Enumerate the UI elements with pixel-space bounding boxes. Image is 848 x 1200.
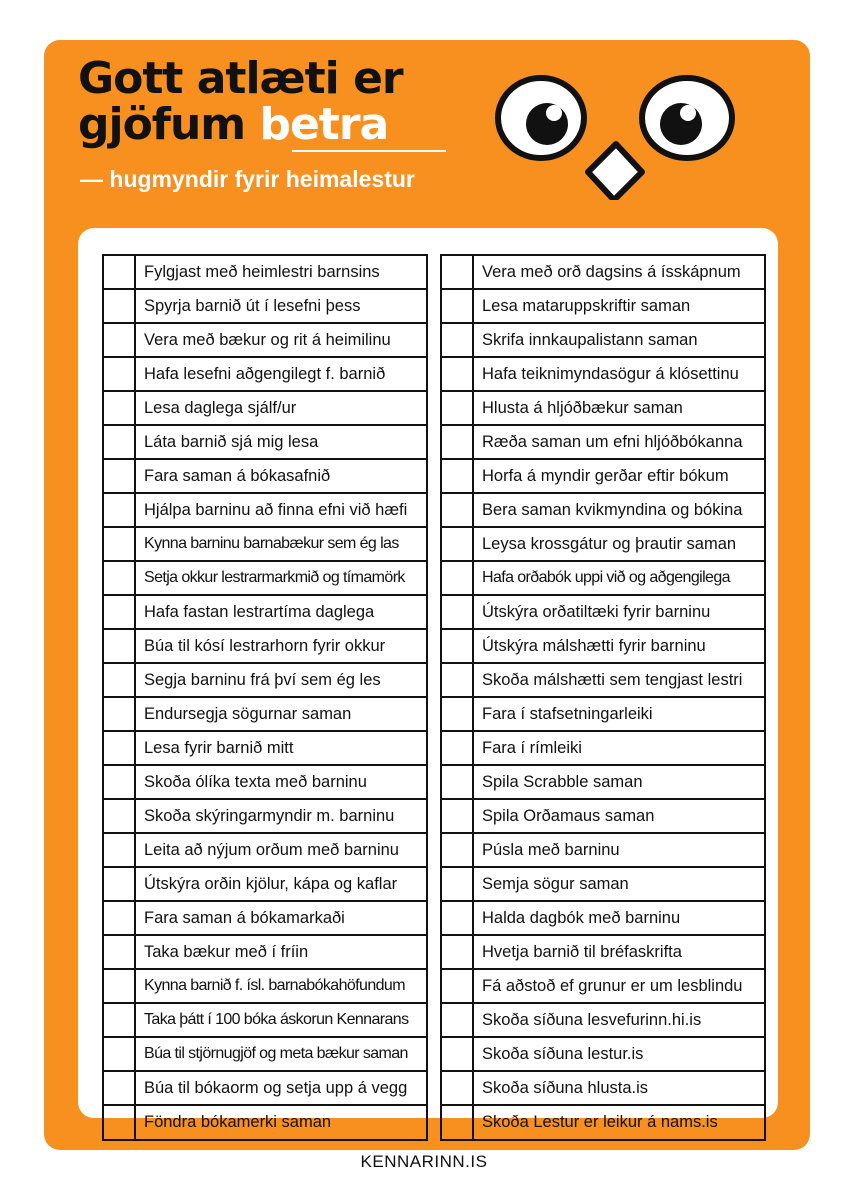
checkbox[interactable]	[104, 358, 136, 390]
list-item[interactable]	[442, 562, 764, 596]
item-label: Vera með orð dagsins á ísskápnum	[482, 262, 741, 281]
list-item[interactable]	[442, 1004, 764, 1038]
item-label: Leita að nýjum orðum með barninu	[144, 840, 399, 859]
list-item[interactable]	[104, 1038, 426, 1072]
item-label: Fara í rímleiki	[482, 738, 582, 757]
checkbox[interactable]	[104, 970, 136, 1002]
item-label: Endursegja sögurnar saman	[144, 704, 352, 723]
list-item[interactable]	[104, 528, 426, 562]
checkbox[interactable]	[104, 766, 136, 798]
list-item[interactable]	[442, 868, 764, 902]
list-item[interactable]	[442, 358, 764, 392]
item-label: Skrifa innkaupalistann saman	[482, 330, 698, 349]
list-item[interactable]	[104, 1106, 426, 1139]
item-label: Búa til bókaorm og setja upp á vegg	[144, 1078, 408, 1097]
checkbox[interactable]	[442, 426, 474, 458]
item-label: Lesa mataruppskriftir saman	[482, 296, 691, 315]
list-item[interactable]	[442, 596, 764, 630]
item-label: Kynna barninu barnabækur sem ég las	[144, 535, 399, 552]
checkbox[interactable]	[442, 460, 474, 492]
item-label: Segja barninu frá því sem ég les	[144, 670, 381, 689]
list-item[interactable]	[442, 392, 764, 426]
checkbox[interactable]	[442, 1072, 474, 1104]
owl-face-icon	[494, 60, 740, 200]
checkbox[interactable]	[442, 970, 474, 1002]
checkbox[interactable]	[104, 664, 136, 696]
item-label: Halda dagbók með barninu	[482, 908, 681, 927]
item-label: Skoða málshætti sem tengjast lestri	[482, 670, 743, 689]
item-label: Búa til stjörnugjöf og meta bækur saman	[144, 1045, 408, 1062]
checkbox[interactable]	[104, 732, 136, 764]
checkbox[interactable]	[442, 528, 474, 560]
item-label: Skoða ólíka texta með barninu	[144, 772, 367, 791]
checkbox[interactable]	[442, 664, 474, 696]
list-item[interactable]	[442, 460, 764, 494]
item-label: Útskýra orðatiltæki fyrir barninu	[482, 602, 711, 621]
checkbox[interactable]	[104, 936, 136, 968]
checkbox[interactable]	[442, 1038, 474, 1070]
title-line-2-prefix: gjöfum	[78, 99, 246, 150]
checkbox[interactable]	[442, 834, 474, 866]
item-label: Hafa teiknimyndasögur á klósettinu	[482, 364, 739, 383]
item-label: Lesa fyrir barnið mitt	[144, 738, 294, 757]
list-item[interactable]	[442, 800, 764, 834]
checkbox[interactable]	[104, 834, 136, 866]
list-item[interactable]	[104, 460, 426, 494]
item-label: Útskýra málshætti fyrir barninu	[482, 636, 706, 655]
checkbox[interactable]	[442, 868, 474, 900]
list-item[interactable]	[442, 936, 764, 970]
item-label: Bera saman kvikmyndina og bókina	[482, 500, 743, 519]
checkbox[interactable]	[442, 392, 474, 424]
checkbox[interactable]	[104, 630, 136, 662]
item-label: Taka bækur með í fríin	[144, 942, 309, 961]
checkbox[interactable]	[442, 936, 474, 968]
poster	[44, 40, 810, 1150]
list-item[interactable]	[104, 562, 426, 596]
list-item[interactable]	[442, 970, 764, 1004]
list-item[interactable]	[104, 766, 426, 800]
list-item[interactable]	[442, 902, 764, 936]
checkbox[interactable]	[442, 256, 474, 288]
item-label: Kynna barnið f. ísl. barnabókahöfundum	[144, 977, 405, 994]
checkbox[interactable]	[104, 256, 136, 288]
list-item[interactable]	[104, 324, 426, 358]
list-item[interactable]	[442, 1072, 764, 1106]
checkbox[interactable]	[442, 902, 474, 934]
item-label: Setja okkur lestrarmarkmið og tímamörk	[144, 569, 405, 586]
item-label: Skoða síðuna hlusta.is	[482, 1078, 649, 1097]
item-label: Fara í stafsetningarleiki	[482, 704, 653, 723]
checklist-card	[78, 228, 778, 1131]
footer-brand: KENNARINN.IS	[360, 1152, 488, 1171]
item-label: Ræða saman um efni hljóðbókanna	[482, 432, 743, 451]
item-label: Búa til kósí lestrarhorn fyrir okkur	[144, 636, 386, 655]
item-label: Hvetja barnið til bréfaskrifta	[482, 942, 682, 961]
checkbox[interactable]	[442, 800, 474, 832]
list-item[interactable]	[442, 698, 764, 732]
list-item[interactable]	[104, 800, 426, 834]
list-item[interactable]	[104, 630, 426, 664]
checkbox[interactable]	[104, 1072, 136, 1104]
item-label: Hafa orðabók uppi við og aðgengilega	[482, 569, 730, 586]
list-item[interactable]	[442, 324, 764, 358]
item-label: Fylgjast með heimlestri barnsins	[144, 262, 380, 281]
list-item[interactable]	[442, 256, 764, 290]
checkbox[interactable]	[442, 358, 474, 390]
checkbox[interactable]	[104, 528, 136, 560]
item-label: Skoða síðuna lestur.is	[482, 1044, 644, 1063]
item-label: Fá aðstoð ef grunur er um lesblindu	[482, 976, 743, 995]
checkbox[interactable]	[442, 766, 474, 798]
list-item[interactable]	[104, 596, 426, 630]
checkbox[interactable]	[104, 426, 136, 458]
checkbox[interactable]	[442, 290, 474, 322]
list-item[interactable]	[104, 426, 426, 460]
item-label: Skoða Lestur er leikur á nams.is	[482, 1113, 718, 1131]
list-item[interactable]	[442, 664, 764, 698]
checklist-left	[102, 254, 428, 1141]
title-accent-word: betra	[259, 99, 389, 150]
list-item[interactable]	[442, 766, 764, 800]
item-label: Fara saman á bókamarkaði	[144, 908, 345, 927]
item-label: Semja sögur saman	[482, 874, 629, 893]
checkbox[interactable]	[104, 324, 136, 356]
checkbox[interactable]	[442, 630, 474, 662]
checkbox[interactable]	[104, 868, 136, 900]
checkbox[interactable]	[104, 392, 136, 424]
page-title	[78, 53, 403, 150]
subtitle: — hugmyndir fyrir heimalestur	[80, 166, 415, 192]
item-label: Fara saman á bókasafnið	[144, 466, 331, 485]
item-label: Hafa lesefni aðgengilegt f. barnið	[144, 364, 386, 383]
item-label: Vera með bækur og rit á heimilinu	[144, 330, 391, 349]
checkbox[interactable]	[104, 902, 136, 934]
item-label: Leysa krossgátur og þrautir saman	[482, 534, 737, 553]
list-item[interactable]	[104, 732, 426, 766]
list-item[interactable]	[442, 630, 764, 664]
list-item[interactable]	[104, 358, 426, 392]
list-item[interactable]	[104, 392, 426, 426]
list-item[interactable]	[442, 834, 764, 868]
title-underline	[292, 150, 446, 152]
checkbox[interactable]	[442, 1004, 474, 1036]
item-label: Horfa á myndir gerðar eftir bókum	[482, 466, 729, 485]
checkbox[interactable]	[104, 800, 136, 832]
list-item[interactable]	[442, 732, 764, 766]
list-item[interactable]	[442, 494, 764, 528]
list-item[interactable]	[104, 902, 426, 936]
checkbox[interactable]	[442, 324, 474, 356]
checkbox[interactable]	[442, 596, 474, 628]
checkbox[interactable]	[104, 1038, 136, 1070]
checkbox[interactable]	[442, 494, 474, 526]
item-label: Púsla með barninu	[482, 840, 620, 859]
item-label: Hafa fastan lestrartíma daglega	[144, 602, 375, 621]
checklist-right	[440, 254, 766, 1141]
list-item[interactable]	[104, 664, 426, 698]
list-item[interactable]	[104, 290, 426, 324]
item-label: Hjálpa barninu að finna efni við hæfi	[144, 500, 408, 519]
checkbox[interactable]	[104, 494, 136, 526]
checkbox[interactable]	[442, 732, 474, 764]
item-label: Spila Orðamaus saman	[482, 806, 655, 825]
list-item[interactable]	[442, 290, 764, 324]
item-label: Skoða skýringarmyndir m. barninu	[144, 806, 395, 825]
checkbox[interactable]	[104, 698, 136, 730]
list-item[interactable]	[104, 868, 426, 902]
checkbox[interactable]	[104, 562, 136, 594]
list-item[interactable]	[104, 970, 426, 1004]
list-item[interactable]	[442, 426, 764, 460]
list-item[interactable]	[104, 834, 426, 868]
item-label: Taka þátt í 100 bóka áskorun Kennarans	[144, 1011, 409, 1028]
list-item[interactable]	[104, 1072, 426, 1106]
item-label: Spyrja barnið út í lesefni þess	[144, 296, 361, 315]
list-item[interactable]	[104, 1004, 426, 1038]
list-item[interactable]	[104, 698, 426, 732]
item-label: Láta barnið sjá mig lesa	[144, 432, 319, 451]
checkbox[interactable]	[104, 1004, 136, 1036]
list-item[interactable]	[104, 494, 426, 528]
item-label: Spila Scrabble saman	[482, 772, 643, 791]
checkbox[interactable]	[104, 290, 136, 322]
checkbox[interactable]	[442, 698, 474, 730]
list-item[interactable]	[104, 936, 426, 970]
checkbox[interactable]	[442, 562, 474, 594]
item-label: Föndra bókamerki saman	[144, 1113, 332, 1131]
checkbox[interactable]	[104, 1106, 136, 1139]
item-label: Hlusta á hljóðbækur saman	[482, 398, 683, 417]
item-label: Lesa daglega sjálf/ur	[144, 398, 297, 417]
list-item[interactable]	[104, 256, 426, 290]
item-label: Útskýra orðin kjölur, kápa og kaflar	[144, 874, 398, 893]
item-label: Skoða síðuna lesvefurinn.hi.is	[482, 1010, 702, 1029]
checkbox[interactable]	[104, 596, 136, 628]
list-item[interactable]	[442, 528, 764, 562]
list-item[interactable]	[442, 1106, 764, 1139]
checkbox[interactable]	[104, 460, 136, 492]
list-item[interactable]	[442, 1038, 764, 1072]
checkbox[interactable]	[442, 1106, 474, 1139]
title-line-1: Gott atlæti er	[78, 53, 403, 104]
